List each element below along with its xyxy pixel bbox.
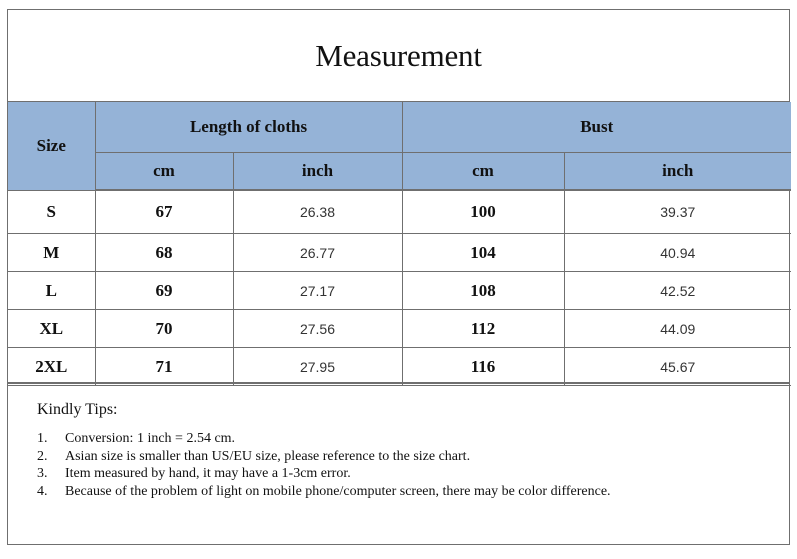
tip-number: 3. xyxy=(37,466,48,481)
length-cm-cell: 68 xyxy=(95,234,233,272)
size-cell: XL xyxy=(8,310,95,348)
table-row xyxy=(8,234,791,272)
table-row xyxy=(8,190,791,234)
size-cell: 2XL xyxy=(8,348,95,386)
bust-group-header: Bust xyxy=(402,102,791,153)
table-row xyxy=(8,348,791,386)
table-header-row xyxy=(8,102,791,153)
bust-inch-cell: 44.09 xyxy=(564,310,791,348)
length-cm-cell: 71 xyxy=(95,348,233,386)
length-inch-header: inch xyxy=(233,153,402,191)
tip-number: 1. xyxy=(37,431,48,446)
bust-inch-cell: 45.67 xyxy=(564,348,791,386)
tips-list xyxy=(37,430,789,500)
size-chart-sheet xyxy=(7,9,790,545)
table-subheader-row xyxy=(8,153,791,191)
length-cm-header: cm xyxy=(95,153,233,191)
size-table xyxy=(8,102,791,386)
length-inch-cell: 27.95 xyxy=(233,348,402,386)
tip-text: Asian size is smaller than US/EU size, please reference to the size chart. xyxy=(65,448,471,464)
tips-panel xyxy=(8,382,789,544)
tip-text: Item measured by hand, it may have a 1-3cm error. xyxy=(65,466,351,481)
list-item xyxy=(37,465,789,483)
bust-inch-cell: 42.52 xyxy=(564,272,791,310)
length-group-header: Length of cloths xyxy=(95,102,402,153)
table-row xyxy=(8,310,791,348)
bust-cm-cell: 116 xyxy=(402,348,564,386)
size-cell: M xyxy=(8,234,95,272)
length-inch-cell: 26.77 xyxy=(233,234,402,272)
bust-inch-cell: 39.37 xyxy=(564,190,791,234)
bust-cm-cell: 108 xyxy=(402,272,564,310)
bust-cm-cell: 112 xyxy=(402,310,564,348)
length-cm-cell: 70 xyxy=(95,310,233,348)
tip-text: Because of the problem of light on mobile phone/computer screen, there may be color difference. xyxy=(65,483,611,499)
list-item xyxy=(37,448,789,466)
bust-inch-cell: 40.94 xyxy=(564,234,791,272)
size-cell: L xyxy=(8,272,95,310)
list-item xyxy=(37,430,789,448)
length-cm-cell: 67 xyxy=(95,190,233,234)
length-cm-cell: 69 xyxy=(95,272,233,310)
tip-text: Conversion: 1 inch = 2.54 cm. xyxy=(65,431,236,446)
size-column-header: Size xyxy=(8,102,95,190)
table-row xyxy=(8,272,791,310)
bust-cm-header: cm xyxy=(402,153,564,191)
title-band xyxy=(8,10,789,102)
list-item xyxy=(37,483,789,501)
bust-inch-header: inch xyxy=(564,153,791,191)
length-inch-cell: 27.56 xyxy=(233,310,402,348)
tip-number: 2. xyxy=(37,448,48,464)
tip-number: 4. xyxy=(37,483,48,499)
length-inch-cell: 27.17 xyxy=(233,272,402,310)
page-title: Measurement xyxy=(315,37,482,73)
length-inch-cell: 26.38 xyxy=(233,190,402,234)
bust-cm-cell: 104 xyxy=(402,234,564,272)
bust-cm-cell: 100 xyxy=(402,190,564,234)
size-cell: S xyxy=(8,190,95,234)
tips-title: Kindly Tips: xyxy=(37,401,118,418)
